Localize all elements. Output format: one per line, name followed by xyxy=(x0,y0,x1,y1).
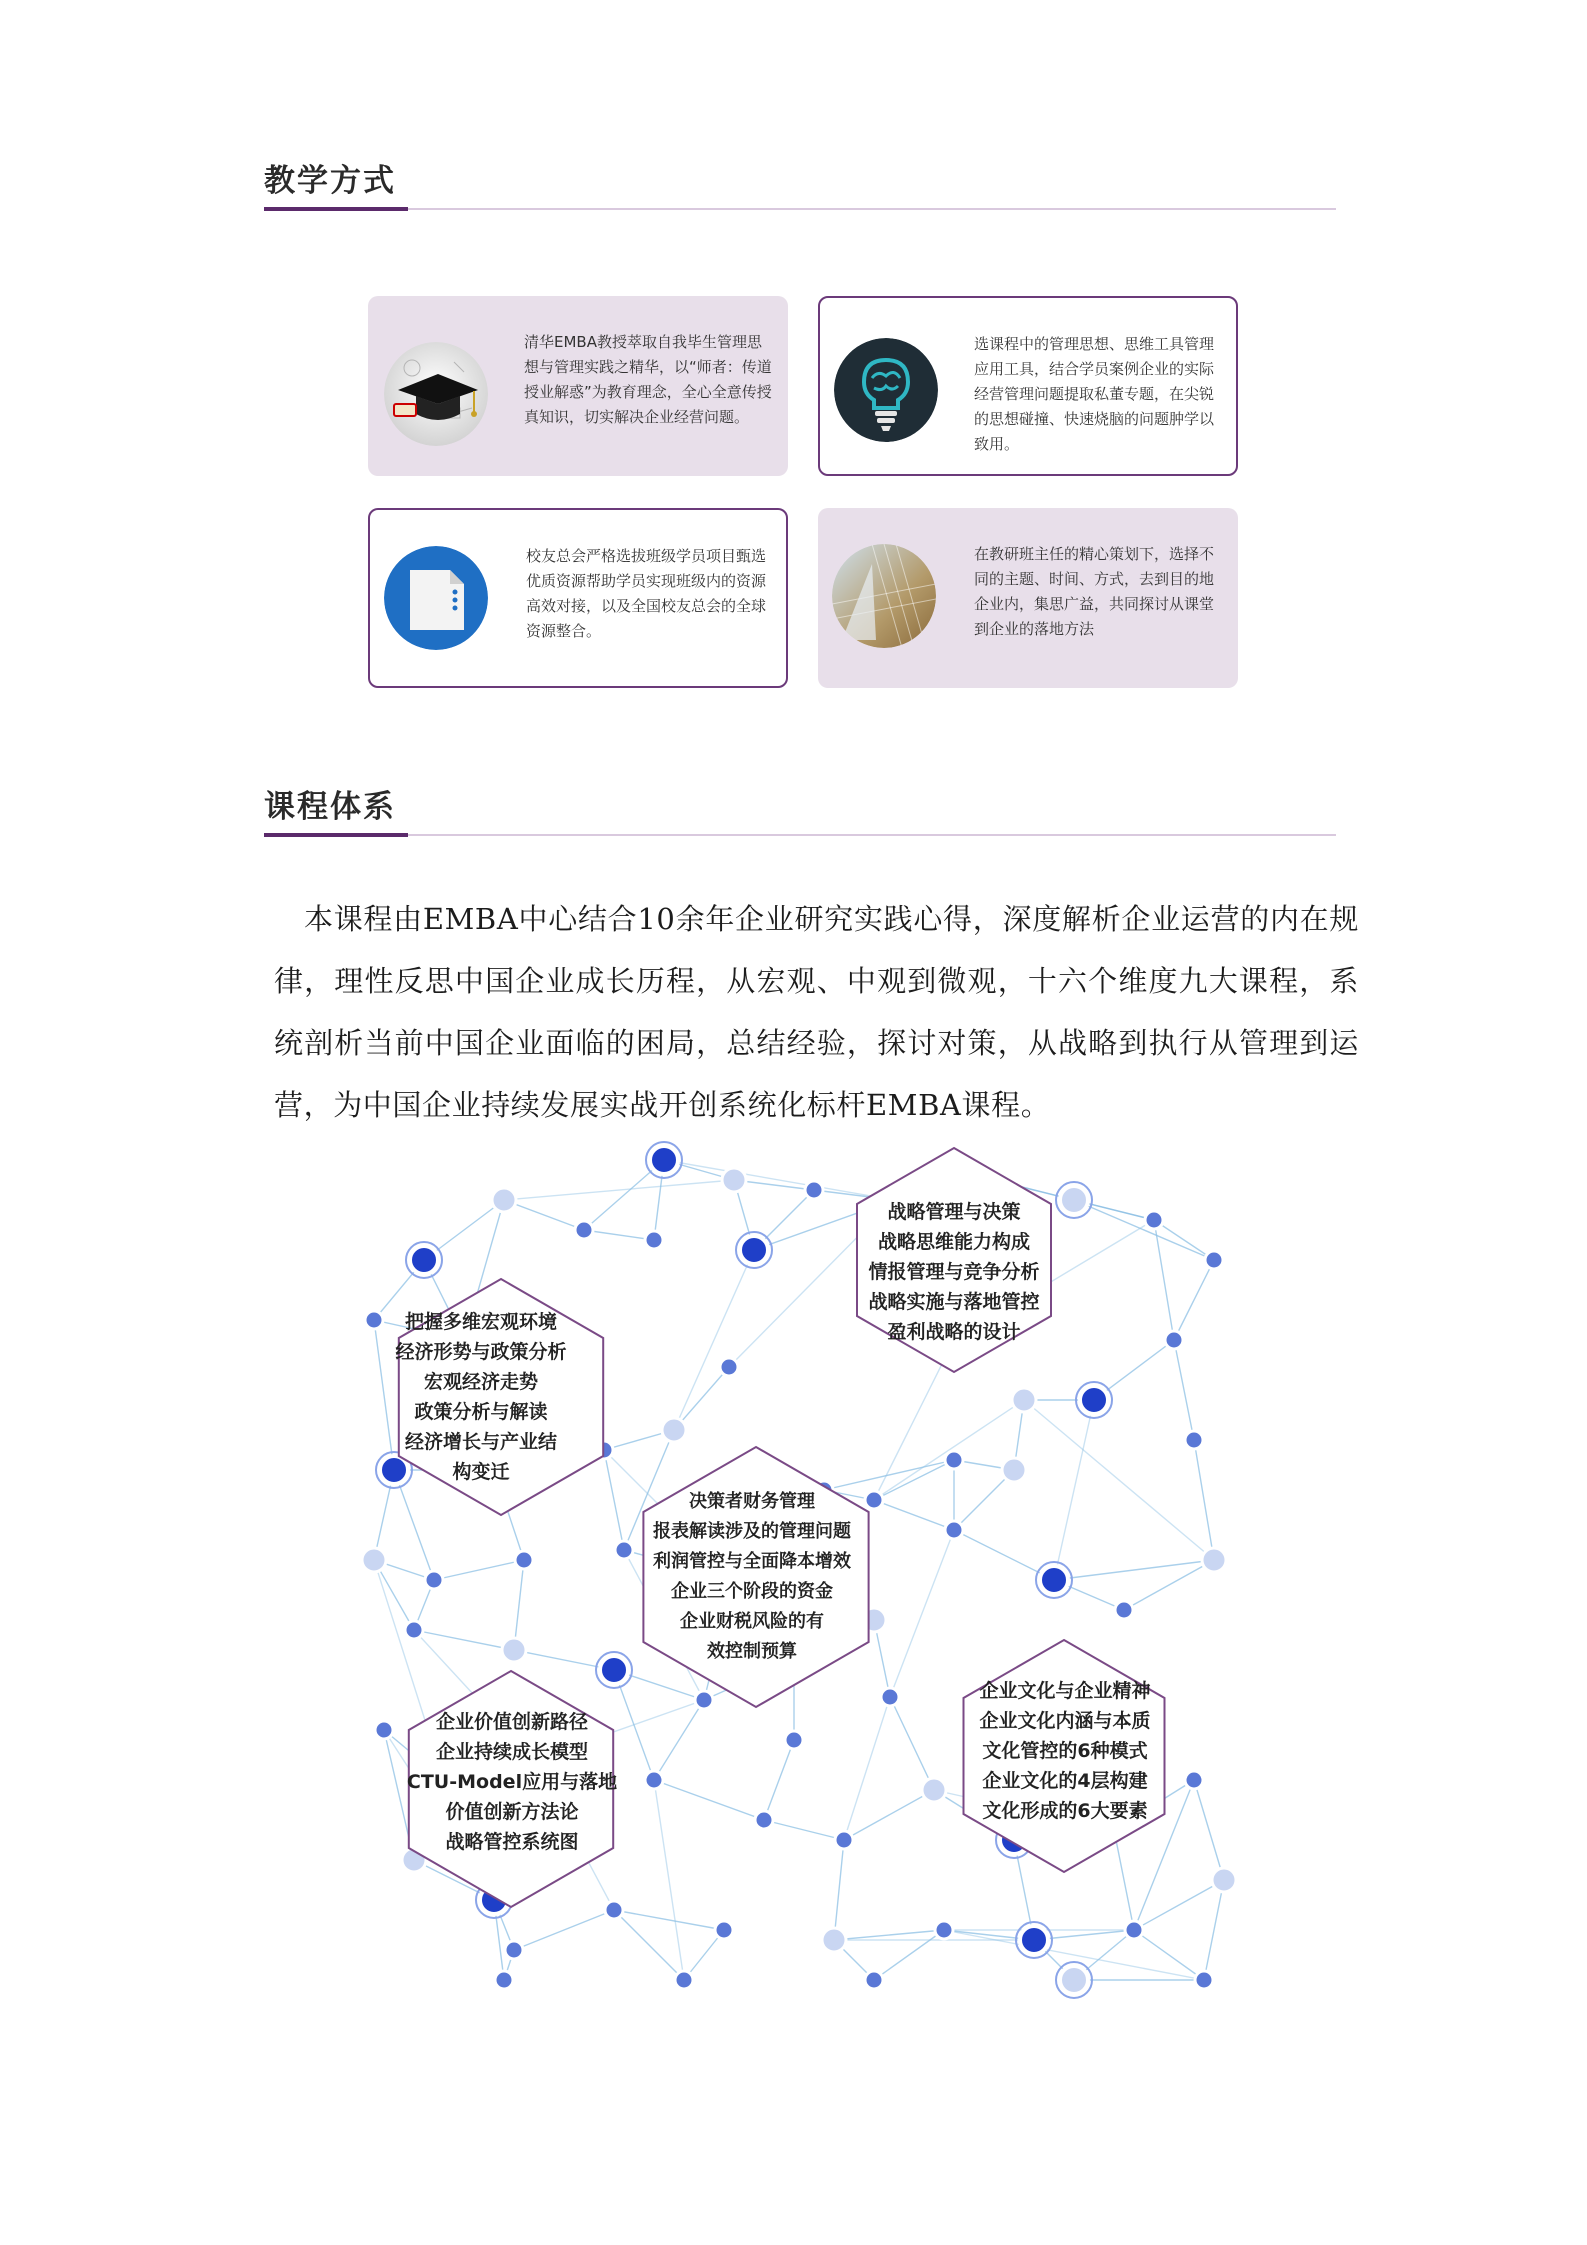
hex-line: 企业价值创新路径 xyxy=(435,1711,588,1733)
network-edge xyxy=(604,1450,624,1550)
network-edge xyxy=(584,1230,654,1240)
hex-line: 盈利战略的设计 xyxy=(887,1321,1021,1343)
network-node xyxy=(650,1146,678,1174)
hexagon-value xyxy=(404,1707,620,1857)
network-node xyxy=(502,1638,526,1662)
hex-line: 价值创新方法论 xyxy=(445,1801,579,1823)
network-node xyxy=(720,1358,738,1376)
network-node xyxy=(1060,1186,1088,1214)
network-edge xyxy=(504,1180,734,1200)
network-edge xyxy=(834,1840,844,1940)
card-text: 在教研班主任的精心策划下，选择不同的主题、时间、方式，去到目的地企业内，集思广益，共同探讨从课堂到企业的落地方法 xyxy=(974,545,1215,638)
network-edge xyxy=(834,1930,944,1940)
network-edge xyxy=(954,1530,1054,1580)
network-node xyxy=(410,1246,438,1274)
teaching-card-alumni xyxy=(368,508,788,688)
network-edge xyxy=(1134,1880,1224,1930)
network-node xyxy=(645,1771,663,1789)
network-node xyxy=(865,1971,883,1989)
hex-line: 效控制预算 xyxy=(707,1641,797,1662)
hex-line: 利润管控与全面降本增效 xyxy=(653,1551,851,1572)
network-edge xyxy=(1114,1830,1134,1930)
network-node xyxy=(1020,1926,1048,1954)
network-node xyxy=(495,1971,513,1989)
network-edge xyxy=(1124,1560,1214,1610)
hex-line: 决策者财务管理 xyxy=(689,1491,815,1512)
hex-line: 文化管控的6种模式 xyxy=(982,1740,1148,1762)
network-edge xyxy=(1074,1200,1214,1260)
network-node xyxy=(1115,1601,1133,1619)
section-heading-teaching xyxy=(264,160,1336,220)
network-node xyxy=(881,1688,899,1706)
network-node xyxy=(805,1181,823,1199)
network-node xyxy=(695,1691,713,1709)
network-node xyxy=(740,1236,768,1264)
divider-line xyxy=(264,208,1336,210)
network-node xyxy=(945,1521,963,1539)
section-title: 教学方式 xyxy=(264,163,396,199)
network-node xyxy=(675,1971,693,1989)
network-node xyxy=(1202,1548,1226,1572)
network-node xyxy=(1040,1566,1068,1594)
network-node xyxy=(615,1541,633,1559)
network-edge xyxy=(874,1460,954,1500)
divider-accent xyxy=(264,207,408,211)
card-text: 校友总会严格选拔班级学员项目甄选优质资源帮助学员实现班级内的资源高效对接，以及全国校友总会的全球资源整合。 xyxy=(526,547,767,640)
card-text: 清华EMBA教授萃取自我毕生管理思想与管理实践之精华，以“师者：传道授业解惑”为教育理念，全心全意传授真知识，切实解决企业经营问题。 xyxy=(524,333,772,426)
hex-line: 战略管理与决策 xyxy=(887,1201,1021,1223)
section-title: 课程体系 xyxy=(264,789,396,825)
network-node xyxy=(835,1831,853,1849)
network-node xyxy=(605,1901,623,1919)
hex-line: 战略实施与落地管控 xyxy=(868,1291,1040,1313)
curriculum-paragraph: 本课程由EMBA中心结合10余年企业研究实践心得，深度解析企业运营的内在规律，理性反思中国企业成长历程，从宏观、中观到微观，十六个维度九大课程，系统剖析当前中国企业面临的困局，总结经验，探讨对策，从战略到执行从管理到运营，为中国企业持续发展实战开创系统化标杆EMBA课程。 xyxy=(274,902,1359,1122)
curriculum-network-diagram xyxy=(354,1140,1242,2000)
network-edge xyxy=(764,1740,794,1820)
network-node xyxy=(492,1188,516,1212)
network-edge xyxy=(1204,1880,1224,1980)
network-edge xyxy=(1174,1340,1194,1440)
building-icon xyxy=(832,544,936,648)
network-node xyxy=(715,1921,733,1939)
network-node xyxy=(600,1656,628,1684)
network-node xyxy=(1125,1921,1143,1939)
teaching-card-professors xyxy=(368,296,788,476)
network-node xyxy=(1185,1431,1203,1449)
network-node xyxy=(1145,1211,1163,1229)
network-edge xyxy=(764,1820,844,1840)
network-node xyxy=(1185,1771,1203,1789)
network-edge xyxy=(1024,1400,1214,1560)
network-edge xyxy=(874,1930,944,1980)
network-edge xyxy=(514,1910,614,1950)
hexagon-strategy xyxy=(854,1197,1054,1347)
hex-line: 战略管控系统图 xyxy=(445,1831,579,1853)
network-node xyxy=(1012,1388,1036,1412)
network-node xyxy=(922,1778,946,1802)
network-edge xyxy=(890,1697,934,1790)
network-edge xyxy=(1054,1400,1094,1580)
network-node xyxy=(425,1571,443,1589)
card-text: 选课程中的管理思想、思维工具管理应用工具，结合学员案例企业的实际经营管理问题提取私董专题，在尖锐的思想碰撞、快速烧脑的问题肿学以致用。 xyxy=(974,335,1215,453)
network-edge xyxy=(824,1460,954,1490)
hex-line: 企业三个阶段的资金 xyxy=(671,1581,833,1602)
network-node xyxy=(362,1548,386,1572)
network-node xyxy=(505,1941,523,1959)
network-node xyxy=(1165,1331,1183,1349)
network-edge xyxy=(1174,1260,1214,1340)
hex-line: 企业文化内涵与本质 xyxy=(979,1710,1151,1732)
network-edge xyxy=(674,1250,754,1430)
network-node xyxy=(785,1731,803,1749)
network-edge xyxy=(1054,1560,1214,1580)
hex-line: 经济形势与政策分析 xyxy=(395,1341,567,1363)
network-node xyxy=(722,1168,746,1192)
network-node xyxy=(935,1921,953,1939)
document-icon xyxy=(384,546,488,650)
network-edge xyxy=(1194,1440,1214,1560)
teaching-card-private-board xyxy=(818,296,1238,476)
hex-line: 报表解读涉及的管理问题 xyxy=(653,1521,851,1542)
hex-line: 企业文化的4层构建 xyxy=(982,1770,1148,1792)
network-edge xyxy=(434,1560,524,1580)
network-node xyxy=(1195,1971,1213,1989)
network-node xyxy=(945,1451,963,1469)
network-edge xyxy=(1194,1780,1224,1880)
network-node xyxy=(375,1721,393,1739)
hexagon-culture xyxy=(960,1676,1170,1826)
network-node xyxy=(1212,1868,1236,1892)
network-edge xyxy=(1134,1930,1204,1980)
hexagon-finance xyxy=(632,1487,872,1667)
network-node xyxy=(1080,1386,1108,1414)
hex-line: 企业财税风险的有 xyxy=(680,1611,824,1632)
hex-line: 宏观经济走势 xyxy=(423,1371,538,1393)
network-edge xyxy=(1154,1220,1214,1260)
divider-accent xyxy=(264,833,408,837)
network-node xyxy=(1060,1966,1088,1994)
network-node xyxy=(755,1811,773,1829)
network-edge xyxy=(654,1780,684,1980)
hex-line: 构变迁 xyxy=(452,1461,510,1483)
network-node xyxy=(405,1621,423,1639)
hex-line: 企业持续成长模型 xyxy=(435,1741,588,1763)
hex-line: 情报管理与竞争分析 xyxy=(868,1261,1040,1283)
network-node xyxy=(645,1231,663,1249)
network-edge xyxy=(654,1780,764,1820)
hex-line: 经济增长与产业结 xyxy=(404,1431,557,1453)
hex-line: CTU-Model应用与落地 xyxy=(406,1771,618,1793)
network-edge xyxy=(664,1160,894,1200)
graduation-cap-icon xyxy=(384,342,488,446)
network-node xyxy=(515,1551,533,1569)
network-node xyxy=(575,1221,593,1239)
hex-line: 企业文化与企业精神 xyxy=(979,1680,1151,1702)
hex-line: 文化形成的6大要素 xyxy=(982,1800,1148,1822)
network-node xyxy=(822,1928,846,1952)
hex-line: 把握多维宏观环境 xyxy=(404,1311,557,1333)
network-node xyxy=(1205,1251,1223,1269)
hex-line: 政策分析与解读 xyxy=(414,1401,548,1423)
network-edge xyxy=(654,1700,704,1780)
teaching-card-visit xyxy=(818,508,1238,688)
network-edge xyxy=(890,1530,954,1697)
brain-bulb-icon xyxy=(834,338,938,442)
network-node xyxy=(1002,1458,1026,1482)
section-heading-curriculum xyxy=(264,786,1336,846)
network-edge xyxy=(514,1560,524,1650)
network-edge xyxy=(874,1500,954,1530)
hexagon-macro xyxy=(381,1307,581,1487)
network-edge xyxy=(874,1400,1024,1500)
divider-line xyxy=(264,834,1336,836)
network-node xyxy=(662,1418,686,1442)
hex-line: 战略思维能力构成 xyxy=(877,1231,1030,1253)
